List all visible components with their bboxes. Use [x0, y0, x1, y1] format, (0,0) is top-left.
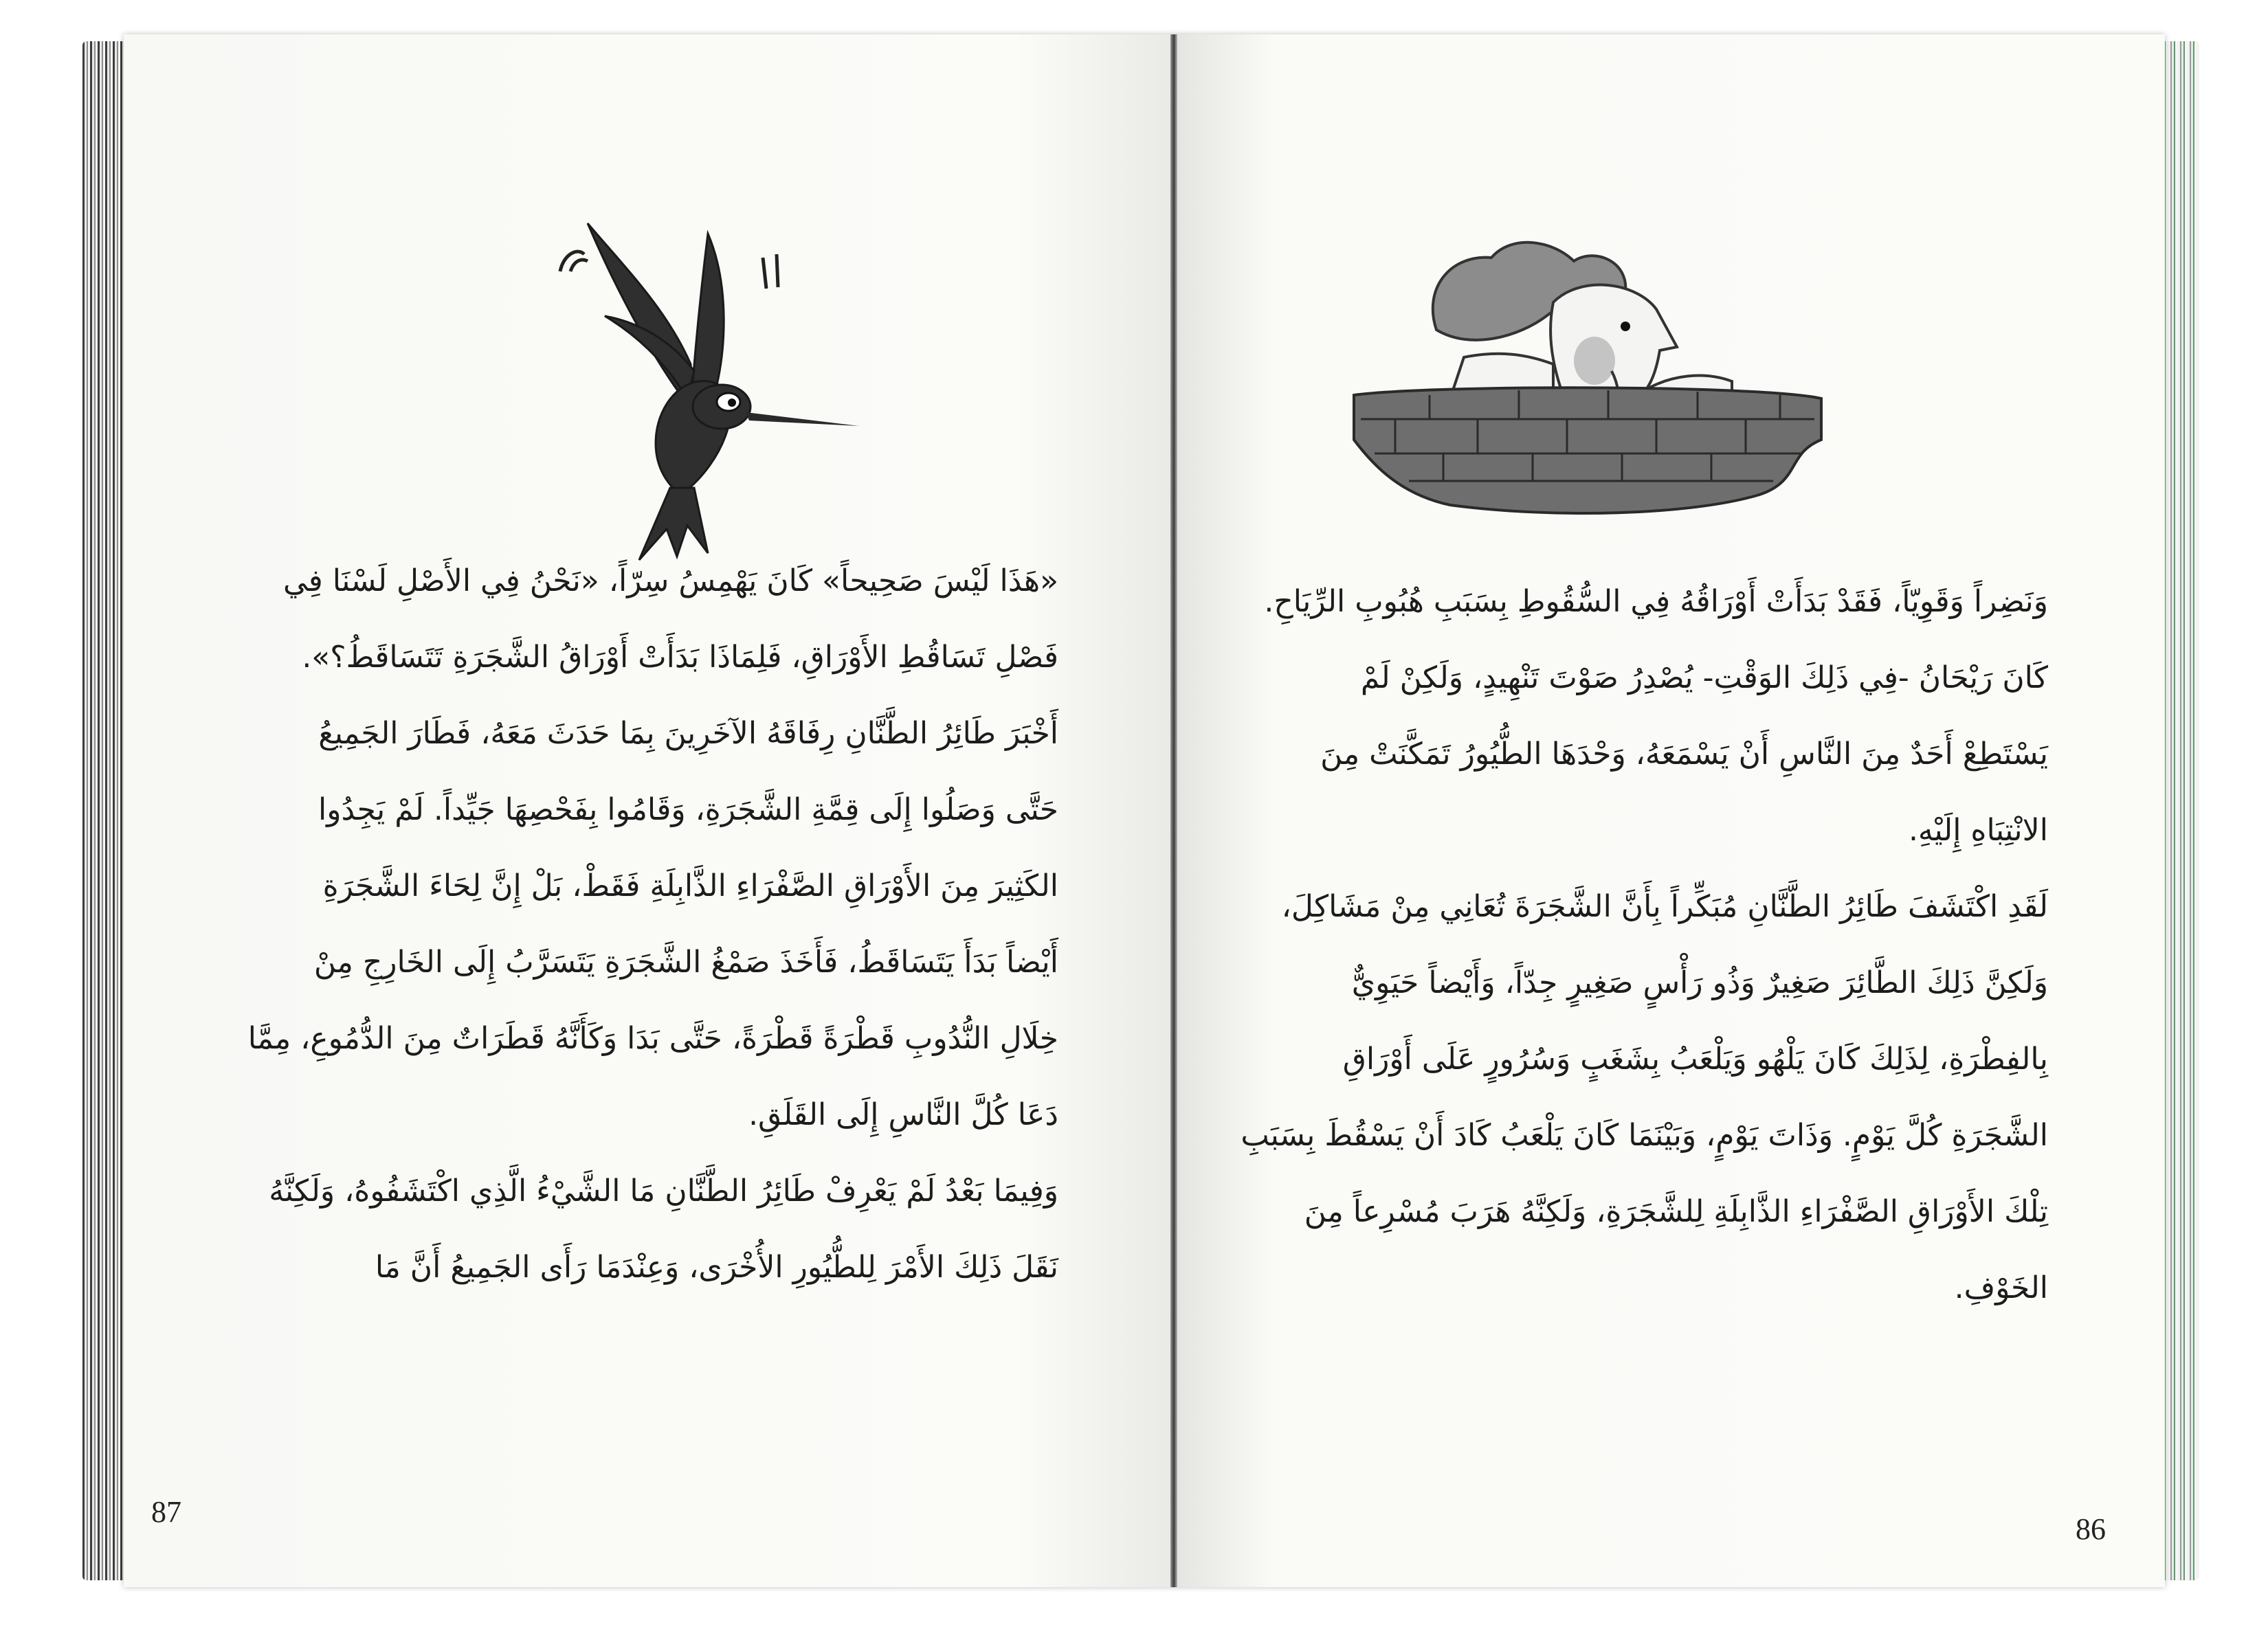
text-line: الخَوْفِ.: [1954, 1270, 2048, 1305]
boy-behind-wall-illustration: [1347, 234, 1828, 536]
text-line: تِلْكَ الأَوْرَاقِ الصَّفْرَاءِ الذَّابِلَةِ لِلشَّجَرَةِ، وَلَكِنَّهُ هَرَبَ مُسْرِعاً مِنَ: [1304, 1194, 2048, 1229]
text-line: «هَذَا لَيْسَ صَحِيحاً» كَانَ يَهْمِسُ سِرّاً، «نَحْنُ فِي الأَصْلِ لَسْنَا فِي: [283, 563, 1058, 598]
text-line: حَتَّى وَصَلُوا إِلَى قِمَّةِ الشَّجَرَةِ، وَقَامُوا بِفَحْصِهَا جَيِّداً. لَمْ يَجِدُوا: [318, 792, 1058, 827]
page-number-right: 86: [2076, 1512, 2106, 1546]
text-line: كَانَ رَيْحَانُ -فِي ذَلِكَ الوَقْتِ- يُصْدِرُ صَوْتَ تَنْهِيدٍ، وَلَكِنْ لَمْ: [1360, 660, 2048, 695]
page-number-left: 87: [151, 1495, 181, 1529]
text-line: وَفِيمَا بَعْدُ لَمْ يَعْرِفْ طَائِرُ الطَّنَّانِ مَا الشَّيْءُ الَّذِي اكْتَشَفُوهُ، وَلَكِنَّهُ: [269, 1174, 1058, 1209]
text-line: يَسْتَطِعْ أَحَدٌ مِنَ النَّاسِ أَنْ يَسْمَعَهُ، وَحْدَهَا الطُّيُورُ تَمَكَّنَتْ مِنَ: [1320, 737, 2048, 772]
text-line: الكَثِيرَ مِنَ الأَوْرَاقِ الصَّفْرَاءِ الذَّابِلَةِ فَقَطْ، بَلْ إِنَّ لِحَاءَ الشَّجَرَةِ: [322, 868, 1058, 904]
hummingbird-illustration: [522, 206, 866, 563]
left-page-text: [203, 543, 1058, 1305]
right-page-text: [1241, 563, 2048, 1326]
text-line: وَلَكِنَّ ذَلِكَ الطَّائِرَ صَغِيرٌ وَذُو رَأْسٍ صَغِيرٍ جِدّاً، وَأَيْضاً حَيَوِيٌّ: [1351, 965, 2048, 1000]
text-line: الانْتِبَاهِ إِلَيْهِ.: [1908, 813, 2048, 848]
text-line: لَقَدِ اكْتَشَفَ طَائِرُ الطَّنَّانِ مُبَكِّراً بِأَنَّ الشَّجَرَةَ تُعَانِي مِنْ مَشَاكِلَ،: [1281, 889, 2048, 924]
text-line: وَنَضِراً وَقَوِيّاً، فَقَدْ بَدَأَتْ أَوْرَاقُهُ فِي السُّقُوطِ بِسَبَبِ هُبُوبِ الرِّيَاحِ.: [1264, 584, 2048, 619]
text-line: فَصْلِ تَسَاقُطِ الأَوْرَاقِ، فَلِمَاذَا بَدَأَتْ أَوْرَاقُ الشَّجَرَةِ تَتَسَاقَطُ؟».: [302, 640, 1058, 675]
text-line: أَيْضاً بَدَأَ يَتَسَاقَطُ، فَأَخَذَ صَمْغُ الشَّجَرَةِ يَتَسَرَّبُ إِلَى الخَارِجِ مِنْ: [313, 945, 1058, 980]
text-line: دَعَا كُلَّ النَّاسِ إِلَى القَلَقِ.: [748, 1097, 1058, 1132]
text-line: أَخْبَرَ طَائِرُ الطَّنَّانِ رِفَاقَهُ الآخَرِينَ بِمَا حَدَثَ مَعَهُ، فَطَارَ الجَمِيعُ: [318, 716, 1058, 751]
text-line: الشَّجَرَةِ كُلَّ يَوْمٍ. وَذَاتَ يَوْمٍ، وَبَيْنَمَا كَانَ يَلْعَبُ كَادَ أَنْ يَسْقُطَ بِسَبَبِ: [1241, 1118, 2048, 1153]
text-line: نَقَلَ ذَلِكَ الأَمْرَ لِلطُّيُورِ الأُخْرَى، وَعِنْدَمَا رَأَى الجَمِيعُ أَنَّ مَا: [375, 1250, 1058, 1285]
text-line: خِلَالِ النُّدُوبِ قَطْرَةً قَطْرَةً، حَتَّى بَدَا وَكَأَنَّهُ قَطَرَاتٌ مِنَ الدُّمُوعِ، مِمَّا: [247, 1021, 1058, 1056]
text-line: بِالفِطْرَةِ، لِذَلِكَ كَانَ يَلْهُو وَيَلْعَبُ بِشَغَبٍ وَسُرُورٍ عَلَى أَوْرَاقِ: [1342, 1042, 2048, 1077]
book-gutter: [1170, 34, 1177, 1587]
